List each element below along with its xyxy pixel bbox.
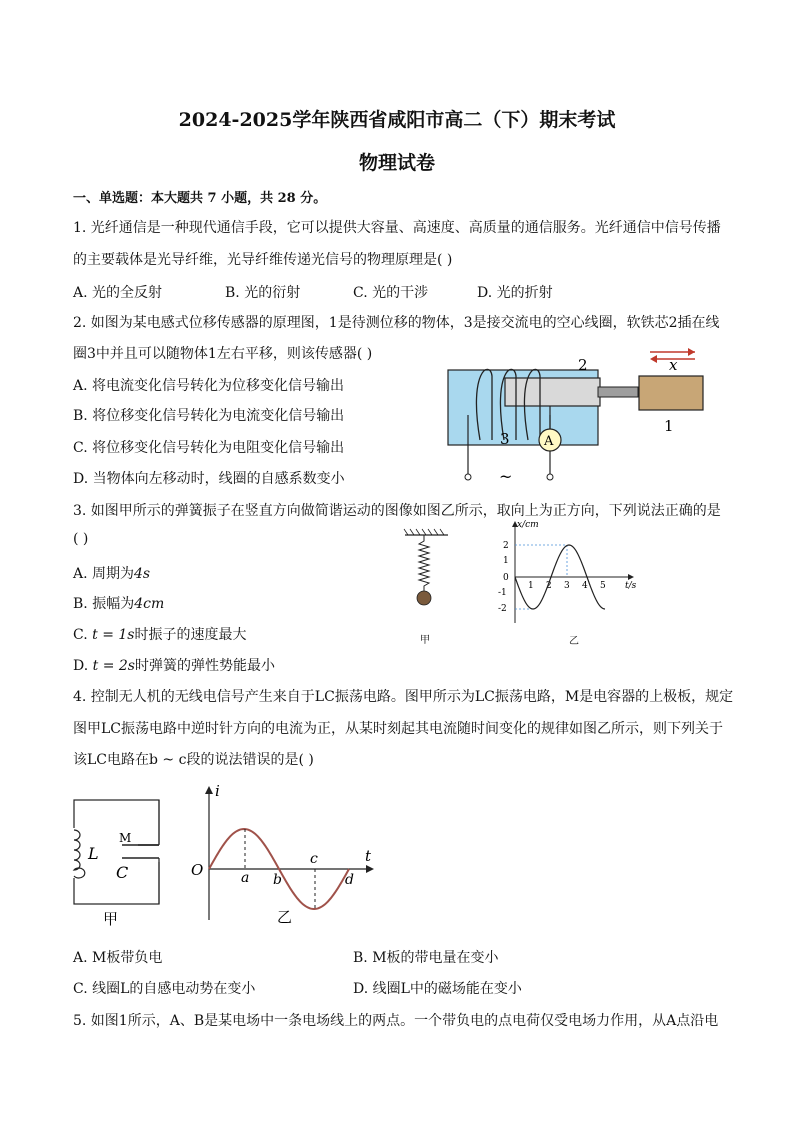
y-axis-label: x/cm: [517, 520, 539, 530]
label-d: d: [345, 872, 354, 888]
q4-option-c: C. 线圈L的自感电动势在变小: [73, 981, 256, 997]
q3-option-c: C. t = 1s时振子的速度最大: [73, 627, 247, 643]
q4-option-d: D. 线圈L中的磁场能在变小: [353, 981, 522, 997]
q1-option-b: B. 光的衍射: [225, 285, 301, 301]
label-L: L: [88, 844, 99, 863]
q1-option-a: A. 光的全反射: [73, 285, 163, 301]
section-heading: 一、单选题：本大题共 7 小题，共 28 分。: [73, 191, 327, 206]
current-time-graph: [185, 780, 385, 940]
label-ac: ~: [499, 467, 513, 486]
page-subtitle: 物理试卷: [358, 152, 435, 174]
q4-line3: 该LC电路在b ~ c段的说法错误的是( ): [73, 752, 314, 768]
iron-core: [505, 378, 600, 406]
x-axis-label: t/s: [625, 581, 637, 591]
q2-option-c: C. 将位移变化信号转化为电阻变化信号输出: [73, 440, 345, 456]
label-2: 2: [578, 356, 588, 374]
y-tick-0: 0: [503, 573, 509, 583]
y-tick-1: 1: [503, 556, 509, 566]
label-b: b: [273, 872, 282, 888]
terminal-left: [465, 474, 471, 480]
label-x: x: [669, 356, 678, 374]
oscillation-graph: [495, 515, 645, 645]
arrow-left-head: [650, 355, 657, 363]
q5-line1: 5. 如图1所示，A、B是某电场中一条电场线上的两点。一个带负电的点电荷仅受电场力作用，从A点沿电: [73, 1013, 719, 1029]
q2-option-b: B. 将位移变化信号转化为电流变化信号输出: [73, 408, 345, 424]
y-tick-2: 2: [503, 541, 509, 551]
q2-option-d: D. 当物体向左移动时，线圈的自感系数变小: [73, 471, 345, 487]
q1-option-d: D. 光的折射: [477, 285, 553, 301]
connecting-rod: [598, 387, 638, 397]
label-t: t: [365, 847, 372, 865]
label-yi: 乙: [277, 908, 293, 926]
label-i: i: [215, 782, 220, 800]
spring-oscillator-figure: [400, 525, 460, 650]
y-tick-m1: -1: [498, 588, 507, 598]
q3-line2: ( ): [73, 531, 89, 547]
label-A: A: [544, 434, 554, 449]
circuit-loop: [74, 800, 159, 904]
label-c: c: [310, 851, 318, 867]
q4-option-a: A. M板带负电: [73, 950, 163, 966]
q3-line1: 3. 如图甲所示的弹簧振子在竖直方向做简谐运动的图像如图乙所示，取向上为正方向，下列说法正确的是: [73, 503, 721, 519]
arrow-right-head: [688, 348, 695, 356]
q2-line2: 圈3中并且可以随物体1左右平移，则该传感器( ): [73, 346, 373, 362]
q4-line1: 4. 控制无人机的无线电信号产生来自于LC振荡电路。图甲所示为LC振荡电路，M是电容器的上极板，规定: [73, 689, 734, 705]
x-tick-5: 5: [600, 581, 606, 591]
x-tick-2: 2: [546, 581, 552, 591]
q4-line2: 图甲LC振荡电路中逆时针方向的电流为正，从某时刻起其电流随时间变化的规律如图乙所示，则下列关于: [73, 721, 724, 737]
object-1: [639, 376, 703, 410]
spring: [419, 535, 429, 591]
label-1: 1: [664, 417, 674, 435]
q3-label-yi: 乙: [569, 636, 579, 647]
label-M: M: [119, 831, 132, 845]
label-C: C: [116, 863, 129, 882]
q1-line1: 1. 光纤通信是一种现代通信手段，它可以提供大容量、高速度、高质量的通信服务。光纤通信中信号传播: [73, 220, 721, 236]
x-tick-3: 3: [564, 581, 570, 591]
lc-circuit-figure: [66, 790, 176, 930]
terminal-right: [547, 474, 553, 480]
q2-line1: 2. 如图为某电感式位移传感器的原理图，1是待测位移的物体，3是接交流电的空心线圈，软铁芯2插在线: [73, 315, 720, 331]
q3-option-b: B. 振幅为4cm: [73, 596, 165, 612]
sensor-diagram: [440, 340, 720, 490]
q3-option-d: D. t = 2s时弹簧的弹性势能最小: [73, 658, 275, 674]
label-a: a: [241, 870, 250, 886]
q2-option-a: A. 将电流变化信号转化为位移变化信号输出: [73, 378, 345, 394]
q1-line2: 的主要载体是光导纤维，光导纤维传递光信号的物理原理是( ): [73, 252, 453, 268]
label-3: 3: [500, 430, 510, 448]
mass-ball: [417, 591, 431, 605]
q1-option-c: C. 光的干涉: [353, 285, 429, 301]
y-tick-m2: -2: [498, 604, 507, 614]
q4-option-b: B. M板的带电量在变小: [353, 950, 499, 966]
x-tick-4: 4: [582, 581, 588, 591]
label-jia: 甲: [103, 910, 119, 928]
q3-option-a: A. 周期为4s: [73, 566, 151, 582]
x-tick-1: 1: [528, 581, 534, 591]
label-jia: 甲: [420, 635, 430, 646]
page-title: 2024-2025学年陕西省咸阳市高二（下）期末考试: [178, 109, 616, 131]
label-O: O: [191, 861, 204, 879]
